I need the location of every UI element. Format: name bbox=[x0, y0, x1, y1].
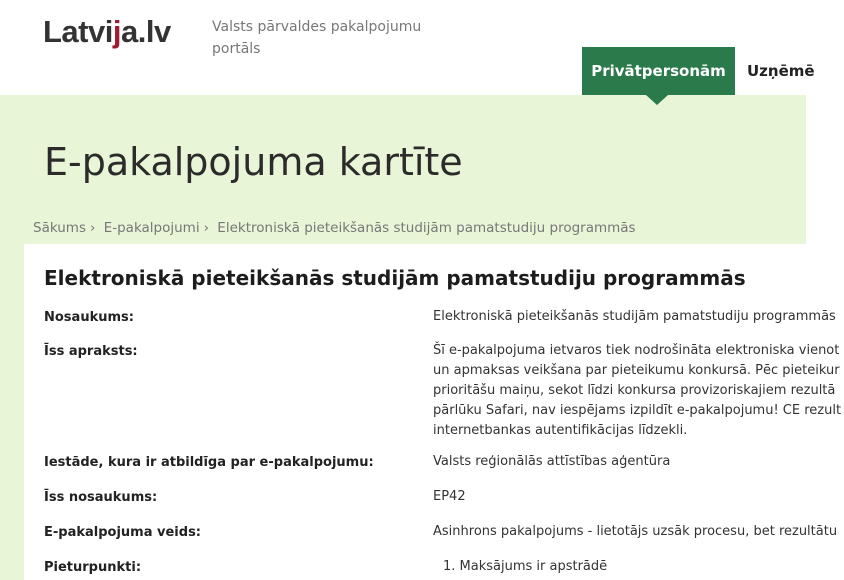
row-value: EP42 bbox=[433, 489, 466, 504]
description-line: pārlūku Safari, nav iespējams izpildīt e-pakalpojumu! CE rezult bbox=[433, 403, 842, 418]
service-card bbox=[24, 244, 842, 580]
breadcrumb bbox=[33, 220, 640, 236]
tagline: Valsts pārvaldes pakalpojumu portāls bbox=[212, 19, 422, 57]
row-label: E-pakalpojuma veids: bbox=[44, 525, 202, 540]
row-label: Iestāde, kura ir atbildīga par e-pakalpojumu: bbox=[44, 455, 374, 470]
site-header bbox=[0, 0, 815, 95]
breadcrumb-separator: › bbox=[203, 220, 209, 236]
breadcrumb-separator: › bbox=[90, 220, 96, 236]
row-value bbox=[433, 341, 841, 441]
description-line: internetbankas autentifikācijas līdzekli. bbox=[433, 423, 688, 438]
row-value: 1. Maksājums ir apstrādē bbox=[443, 559, 608, 574]
breadcrumb-current: Elektroniskā pieteikšanās studijām pamatstudiju programmās bbox=[217, 220, 636, 236]
logo-text-suffix: a.lv bbox=[120, 14, 171, 49]
row-value: Valsts reģionālās attīstības aģentūra bbox=[433, 454, 671, 469]
logo-mark: j bbox=[112, 14, 121, 49]
latvija-logo[interactable] bbox=[43, 14, 171, 50]
nav-private-persons[interactable]: Privātpersonām bbox=[582, 47, 735, 95]
row-label: Pieturpunkti: bbox=[44, 560, 142, 575]
breadcrumb-eservices[interactable]: E-pakalpojumi bbox=[103, 220, 200, 236]
service-title: Elektroniskā pieteikšanās studijām pamatstudiju programmās bbox=[44, 266, 746, 290]
row-label: Īss apraksts: bbox=[44, 344, 138, 359]
description-line: prioritāšu maiņu, sekot līdzi konkursa provizoriskajiem rezultā bbox=[433, 383, 836, 398]
active-nav-indicator bbox=[646, 95, 668, 105]
row-value: Elektroniskā pieteikšanās studijām pamatstudiju programmās bbox=[433, 309, 836, 324]
description-line: un apmaksas veikšana par pieteikumu konkursā. Pēc pieteikur bbox=[433, 363, 840, 378]
row-label: Īss nosaukums: bbox=[44, 490, 158, 505]
page-title: E-pakalpojuma kartīte bbox=[44, 140, 463, 184]
description-line: Šī e-pakalpojuma ietvaros tiek nodrošināta elektroniska vienot bbox=[433, 343, 840, 358]
logo-text: Latvi bbox=[43, 14, 113, 49]
row-value: Asinhrons pakalpojums - lietotājs uzsāk procesu, bet rezultātu bbox=[433, 524, 838, 539]
row-label: Nosaukums: bbox=[44, 310, 134, 325]
breadcrumb-home[interactable]: Sākums bbox=[33, 220, 86, 236]
nav-businesses[interactable]: Uzņēmē bbox=[747, 62, 815, 80]
